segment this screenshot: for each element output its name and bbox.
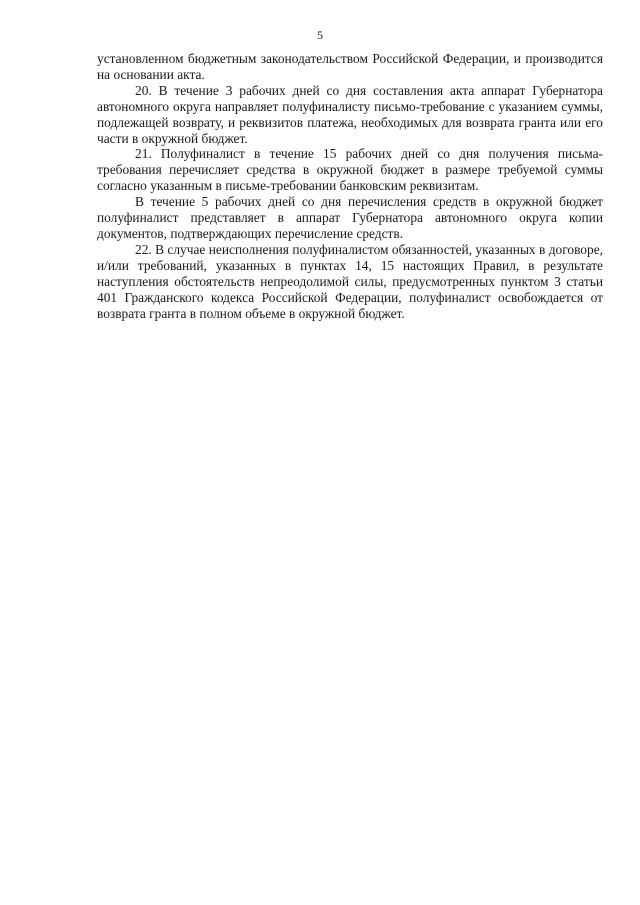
- paragraph-item-21-continuation: В течение 5 рабочих дней со дня перечисления средств в окружной бюджет полуфиналист представляет в аппарат Губернатора автономного округа копии документов, подтверждающих перечисление средств.: [97, 194, 603, 241]
- page-number: 5: [317, 28, 323, 42]
- paragraph-item-21: 21. Полуфиналист в течение 15 рабочих дней со дня получения письма-требования перечисляет средства в окружной бюджет в размере требуемой суммы согласно указанным в письме-требовании банковским реквизитам.: [97, 146, 603, 194]
- document-body: [97, 51, 603, 321]
- paragraph-continuation: установленном бюджетным законодательством Российской Федерации, и производится на основании акта.: [97, 51, 603, 82]
- paragraph-item-22: 22. В случае неисполнения полуфиналистом обязанностей, указанных в договоре, и/или требований, указанных в пунктах 14, 15 настоящих Правил, в результате наступления обстоятельств непреодолимой силы, предусмотренных пунктом 3 статьи 401 Гражданского кодекса Российской Федерации, полуфиналист освобождается от возврата гранта в полном объеме в окружной бюджет.: [97, 241, 603, 321]
- paragraph-item-20: 20. В течение 3 рабочих дней со дня составления акта аппарат Губернатора автономного округа направляет полуфиналисту письмо-требование с указанием суммы, подлежащей возврату, и реквизитов платежа, необходимых для возврата гранта или его части в окружной бюджет.: [97, 82, 603, 146]
